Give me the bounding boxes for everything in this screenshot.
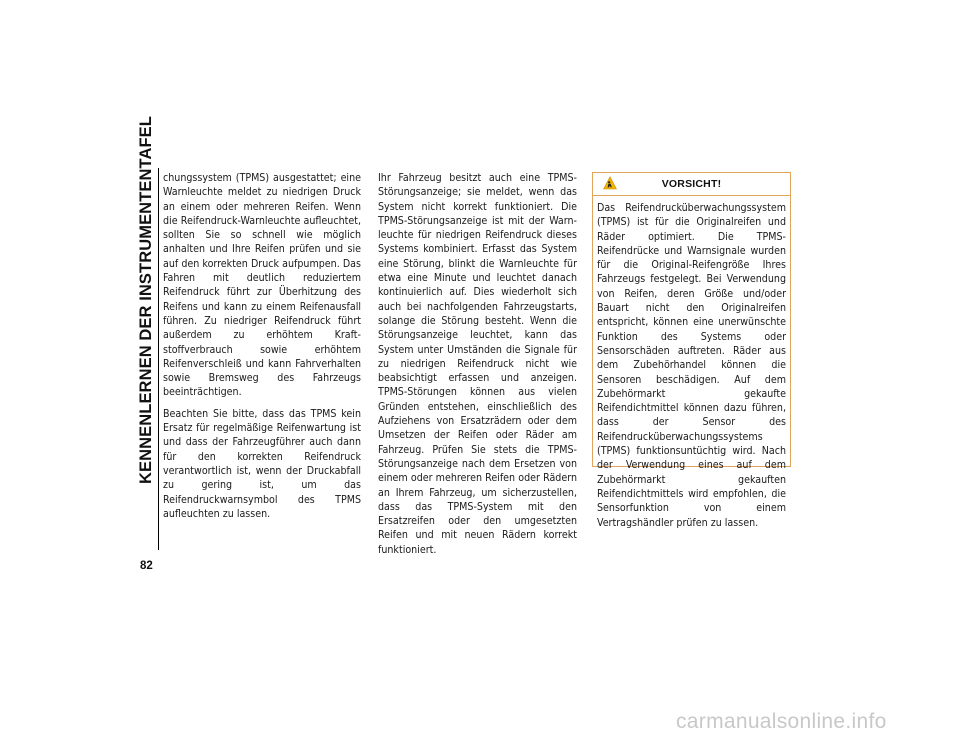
page-number: 82 [140, 560, 153, 572]
caution-title: VORSICHT! [661, 178, 722, 190]
text-column-1 [163, 171, 361, 528]
section-divider [158, 168, 159, 550]
caution-box [592, 172, 791, 529]
paragraph: chungssystem (TPMS) ausgestattet; eine Warnleuchte meldet zu niedrigen Druck an einem oder mehreren Reifen. Wenn die Reifendruck-Warnleuchte aufleuchtet, sollten Sie so schnell wie möglich anhalten und Ihre Reifen prüfen und sie auf den korrekten Druck aufpumpen. Das Fahren mit deutlich reduziertem Reifendruck führt zur Überhitzung des Reifens und kann zu einem Reifenausfall führen. Zu niedriger Reifendruck führt außerdem zu erhöhtem Kraftstoffverbrauch sowie erhöhtem Reifenverschleiß und kann Fahrverhalten sowie Bremsweg des Fahrzeugs beeinträchtigen. [163, 172, 361, 399]
caution-header [593, 173, 790, 196]
section-title-text: KENNENLERNEN DER INSTRUMENTENTAFEL [137, 116, 155, 484]
paragraph: Beachten Sie bitte, dass das TPMS kein Ersatz für regelmäßige Reifenwartung ist und dass der Fahrzeugführer auch dann für den korrekten Reifendruck verantwortlich ist, wenn der Druckabfall zu gering ist, um das Reifendruckwarnsymbol des TPMS aufleuchten zu lassen. [163, 407, 361, 520]
section-title [136, 116, 156, 484]
paragraph: Ihr Fahrzeug besitzt auch eine TPMS-Störungsanzeige; sie meldet, wenn das System nicht korrekt funktioniert. Die TPMS-Störungsanzeige ist mit der Warnleuchte für niedrigen Reifendruck dieses Systems kombiniert. Erfasst das System eine Störung, blinkt die Warnleuchte für etwa eine Minute und leuchtet danach kontinuierlich auf. Dies wiederholt sich auch bei nachfolgenden Fahrzeugstarts, solange die Störung besteht. Wenn die Störungsanzeige leuchtet, kann das System unter Umständen die Signale für zu niedrigen Reifendruck nicht wie beabsichtigt erfassen und anzeigen. TPMS-Störungen können aus vielen Gründen entstehen, einschließlich des Aufziehens von Ersatzrädern oder dem Umsetzen der Reifen oder Räder am Fahrzeug. Prüfen Sie stets die TPMS-Störungsanzeige nach dem Ersetzen von einem oder mehreren Reifen oder Rädern an Ihrem Fahrzeug, um sicherzustellen, dass das TPMS-System mit den Ersatzreifen oder den umgesetzten Reifen und mit neuen Rädern korrekt funktioniert. [378, 172, 577, 556]
caution-text: Das Reifendrucküberwachungssystem (TPMS) ist für die Originalreifen und Räder optimiert. Die TPMS-Reifendrücke und Warnsignale wurden für die Original-Reifengröße Ihres Fahrzeugs festgelegt. Bei Verwendung von Reifen, deren Größe und/oder Bauart nicht den Originalreifen entspricht, können eine unerwünschte Funktion des Systems oder Sensorschäden auftreten. Räder aus dem Zubehörhandel können die Sensoren beschädigen. Auf dem Zubehörmarkt gekaufte Reifendichtmittel können dazu führen, dass der Sensor des Reifendrucküberwachungssystems (TPMS) funktionsuntüchtig wird. Nach der Verwendung eines auf dem Zubehörmarkt gekauften Reifendichtmittels wird empfohlen, die Sensorfunktion von einem Vertragshändler prüfen zu lassen. [597, 202, 786, 529]
text-column-2 [378, 171, 577, 564]
watermark: carmanualsonline.info [676, 710, 887, 733]
